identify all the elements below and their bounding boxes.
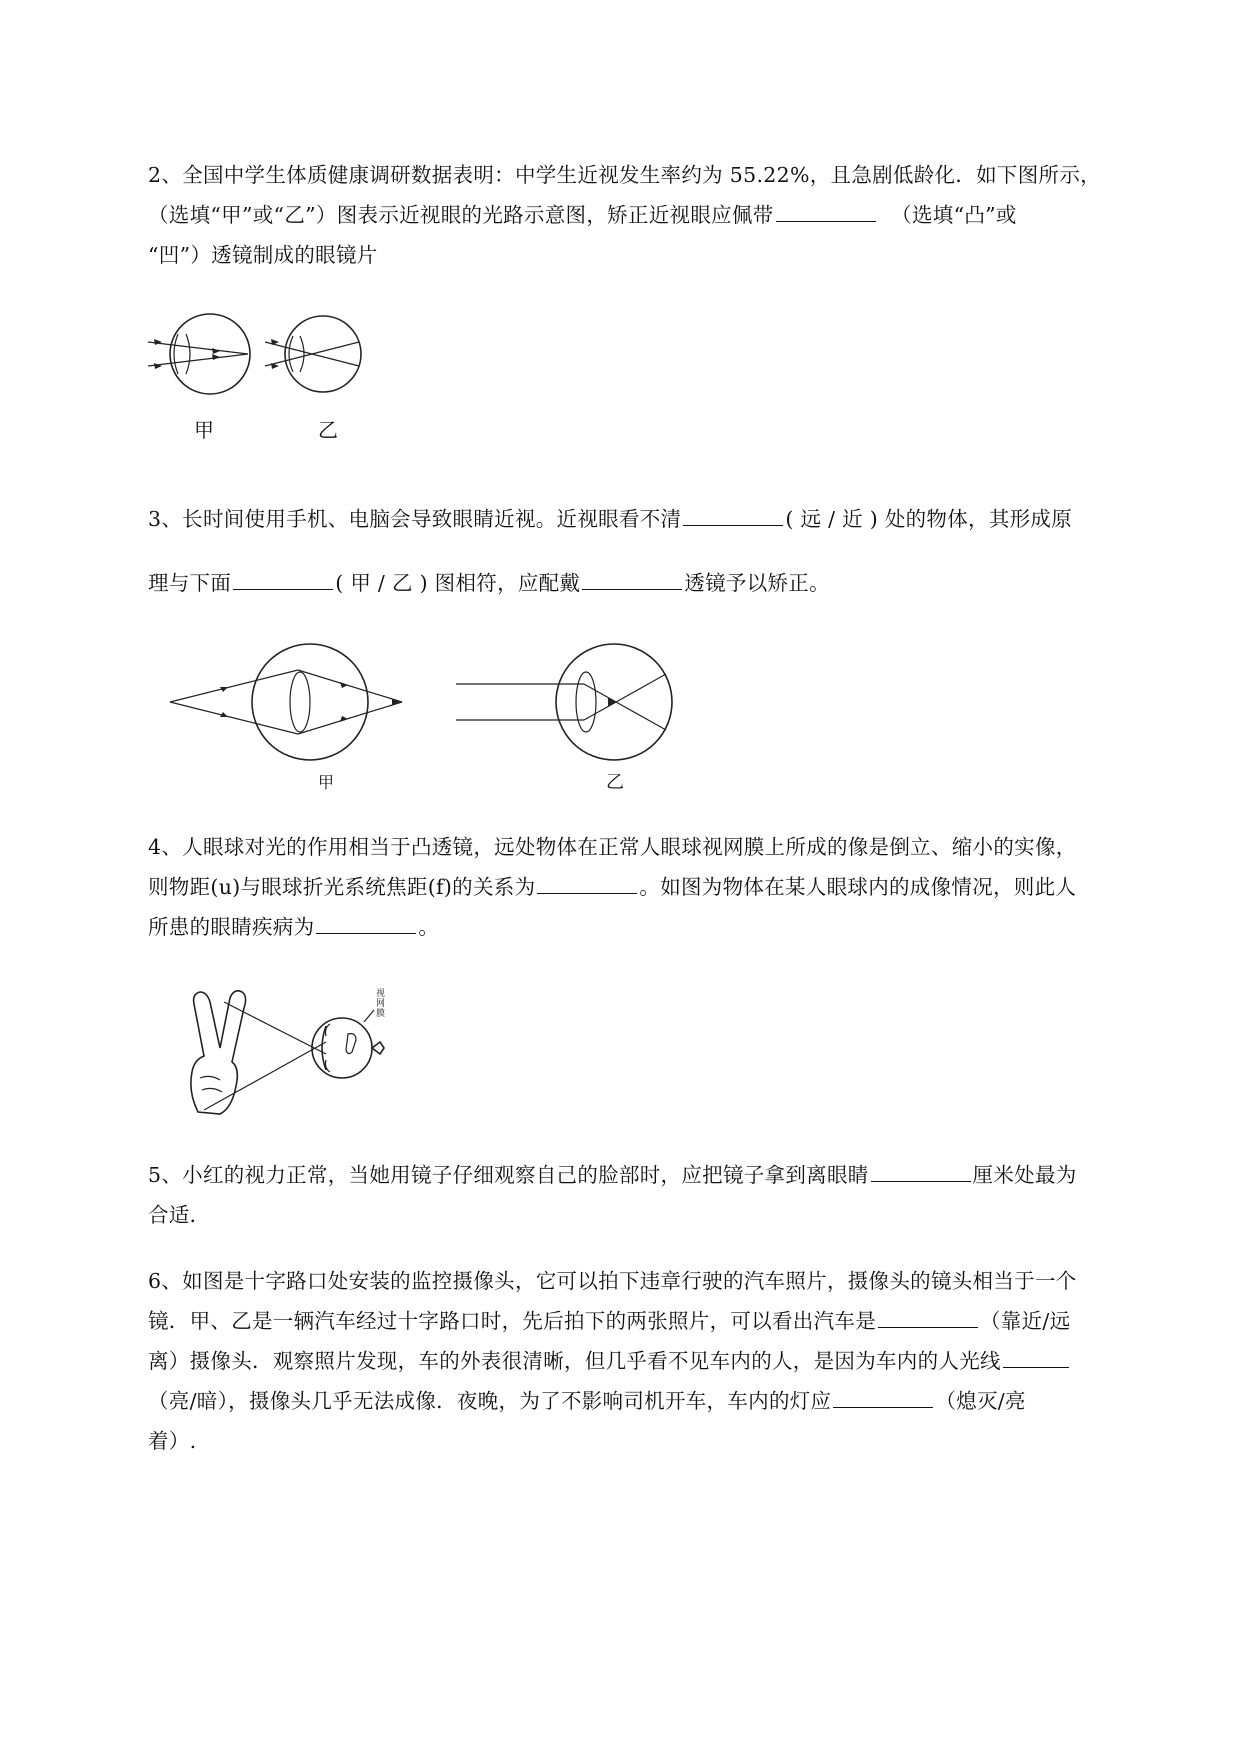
q3-line-1: [148, 502, 1072, 532]
q3-answer-blank-3[interactable]: [582, 588, 682, 590]
q2-line-2: [148, 198, 1017, 228]
q4-text-b: 。如图为物体在某人眼球内的成像情况，则此人: [639, 875, 1077, 899]
q3-text-c: 理与下面: [148, 571, 232, 595]
q4-answer-blank-1[interactable]: [537, 892, 637, 894]
q3-answer-blank-1[interactable]: [683, 524, 783, 526]
q5-line-2: 合适．: [148, 1203, 211, 1227]
q3-eye-diagram-a: [170, 640, 410, 770]
q4-retina-char-3: 膜: [376, 1009, 386, 1019]
q4-line-2: [148, 870, 1076, 900]
q4-hand-eye-diagram: [180, 982, 440, 1122]
q3-text-e: 透镜予以矫正。: [684, 571, 830, 595]
q6-text-a: 镜．甲、乙是一辆汽车经过十字路口时，先后拍下的两张照片，可以看出汽车是: [148, 1309, 876, 1333]
q3-eye-diagram-b: [456, 640, 686, 770]
q6-answer-blank-2[interactable]: [1003, 1366, 1069, 1368]
q6-text-e: （熄灭/亮: [935, 1389, 1026, 1413]
q4-line-1: 4、人眼球对光的作用相当于凸透镜，远处物体在正常人眼球视网膜上所成的像是倒立、缩小的实像，: [148, 835, 1077, 859]
q6-text-d: （亮/暗），摄像头几乎无法成像．夜晚，为了不影响司机开车，车内的灯应: [148, 1389, 832, 1413]
q2-eye-diagram-b: [265, 312, 375, 402]
q4-retina-char-2: 网: [376, 999, 386, 1009]
q6-line-1: 6、如图是十字路口处安装的监控摄像头，它可以拍下违章行驶的汽车照片，摄像头的镜头相当于一个: [148, 1269, 1077, 1293]
q3-text-b: ( 远 / 近 ) 处的物体，其形成原: [785, 507, 1073, 531]
q6-line-3: [148, 1344, 1071, 1374]
q6-answer-blank-3[interactable]: [833, 1406, 933, 1408]
q2-line-3: “凹”）透镜制成的眼镜片: [148, 243, 378, 267]
q3-text-a: 3、长时间使用手机、电脑会导致眼睛近视。近视眼看不清: [148, 507, 682, 531]
q2-eye-diagram-a: [148, 312, 258, 402]
q3-fig-label-b: 乙: [606, 772, 624, 793]
q6-line-2: [148, 1304, 1070, 1334]
q6-line-5: 着）.: [148, 1429, 197, 1453]
q3-text-d: ( 甲 / 乙 ) 图相符，应配戴: [335, 571, 581, 595]
q3-fig-label-a: 甲: [318, 773, 335, 792]
q4-text-d: 。: [418, 915, 440, 939]
q2-text-b: （选填“凸”或: [891, 203, 1017, 227]
q2-fig-label-b: 乙: [318, 418, 338, 442]
q6-text-b: （靠近/远: [980, 1309, 1071, 1333]
q2-fig-label-a: 甲: [194, 418, 214, 442]
q4-retina-char-1: 视: [376, 989, 386, 999]
q4-answer-blank-2[interactable]: [316, 932, 416, 934]
q4-text-a: 则物距(u)与眼球折光系统焦距(f)的关系为: [148, 875, 536, 899]
q2-line-1: 2、全国中学生体质健康调研数据表明：中学生近视发生率约为 55.22%，且急剧低龄化．如下图所示，: [148, 163, 1101, 187]
q2-answer-blank[interactable]: [776, 220, 876, 222]
q4-line-3: [148, 910, 439, 940]
q5-text-b: 厘米处最为: [972, 1163, 1077, 1187]
q6-text-c: 离）摄像头．观察照片发现，车的外表很清晰，但几乎看不见车内的人，是因为车内的人光线: [148, 1349, 1001, 1373]
q3-line-2: [148, 566, 830, 596]
q3-answer-blank-2[interactable]: [233, 588, 333, 590]
q2-text-a: （选填“甲”或“乙”）图表示近视眼的光路示意图，矫正近视眼应佩带: [148, 203, 774, 227]
q4-text-c: 所患的眼睛疾病为: [148, 915, 315, 939]
q6-answer-blank-1[interactable]: [878, 1326, 978, 1328]
q5-text-a: 5、小红的视力正常，当她用镜子仔细观察自己的脸部时，应把镜子拿到离眼睛: [148, 1163, 869, 1187]
q5-answer-blank[interactable]: [871, 1180, 971, 1182]
q4-retina-label: [376, 988, 388, 1019]
q6-line-4: [148, 1384, 1026, 1414]
q5-line-1: [148, 1158, 1077, 1188]
